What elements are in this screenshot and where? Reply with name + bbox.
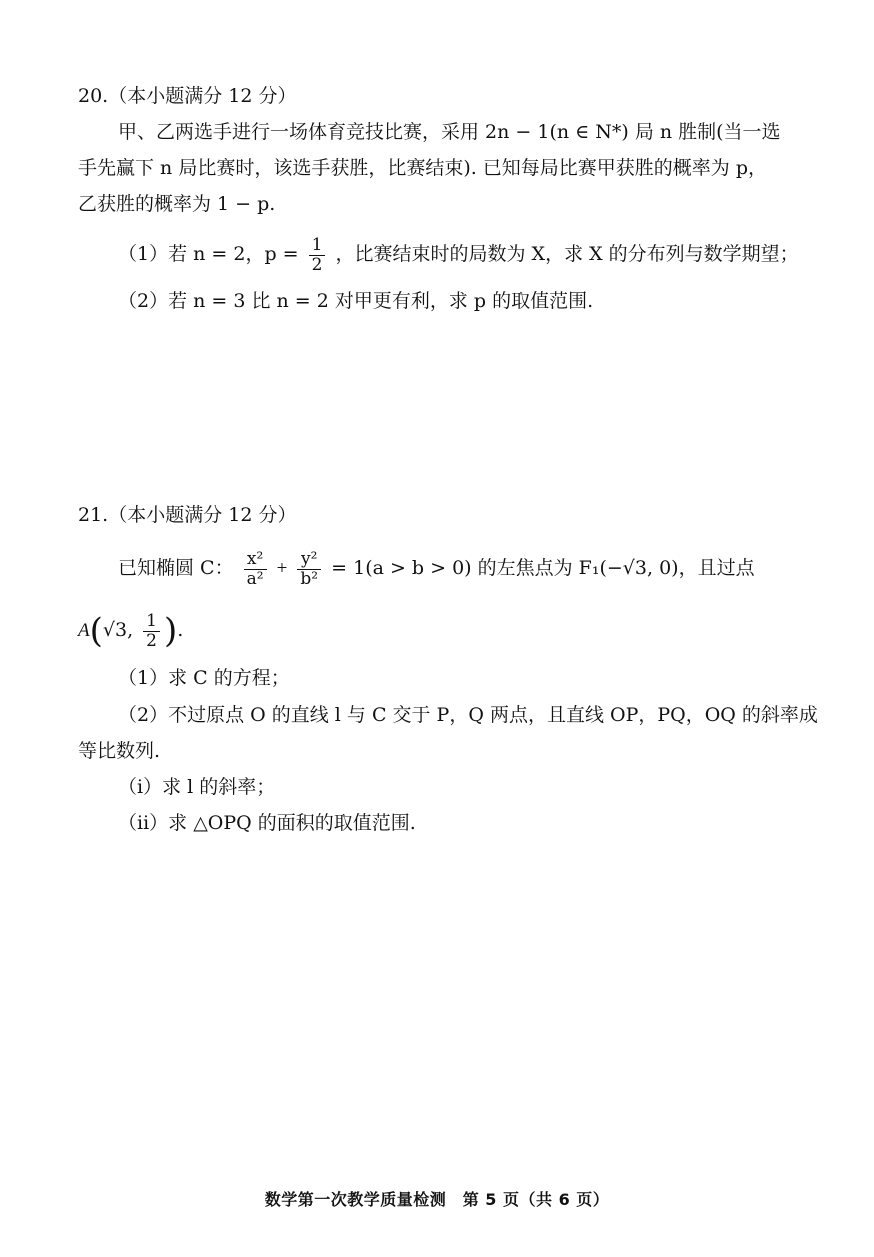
fraction-denominator: 2 (143, 631, 160, 651)
q20-part-1 (118, 236, 799, 274)
fraction-denominator: a² (244, 569, 267, 589)
q20-stem-line-3: 乙获胜的概率为 1 − p. (78, 193, 276, 215)
q20-part1-prefix: （1）若 n = 2，p = (118, 243, 299, 266)
fraction-denominator: 2 (309, 255, 326, 275)
fraction-one-half (143, 612, 160, 650)
plus-sign: + (276, 558, 288, 580)
q20-part-2: （2）若 n = 3 比 n = 2 对甲更有利，求 p 的取值范围. (118, 290, 594, 312)
fraction-numerator: y² (301, 549, 318, 569)
q21-part-2-line-2: 等比数列. (78, 740, 161, 762)
fraction-y2-b2 (297, 550, 321, 588)
point-label: A (78, 620, 90, 642)
q20-stem-line-1: 甲、乙两选手进行一场体育竞技比赛，采用 2n − 1(n ∈ N*) 局 n 胜制(当一选 (118, 121, 781, 143)
q21-point-a (78, 612, 183, 650)
q20-header: 20.（本小题满分 12 分） (78, 85, 297, 107)
fraction-x2-a2 (244, 550, 267, 588)
point-x: √3, (102, 619, 134, 642)
q20-part1-suffix: ，比赛结束时的局数为 X，求 X 的分布列与数学期望； (335, 243, 799, 266)
left-paren: ( (89, 611, 103, 652)
page-footer: 数学第一次教学质量检测 第 5 页（共 6 页） (264, 1190, 610, 1209)
q21-part-2-line-1: （2）不过原点 O 的直线 l 与 C 交于 P，Q 两点，且直线 OP，PQ，OQ 的斜率成 (118, 704, 818, 726)
fraction-numerator: x² (246, 549, 264, 569)
q20-stem-line-2: 手先赢下 n 局比赛时，该选手获胜，比赛结束). 已知每局比赛甲获胜的概率为 p， (78, 157, 768, 179)
q21-stem-line-1 (118, 550, 755, 588)
q21-subpart-i: （ⅰ）求 l 的斜率； (118, 776, 276, 798)
fraction-numerator: 1 (146, 611, 157, 631)
q21-part-1: （1）求 C 的方程； (118, 667, 290, 689)
q21-subpart-ii: （ⅱ）求 △OPQ 的面积的取值范围. (118, 812, 416, 834)
fraction-one-half (309, 236, 326, 274)
q21-stem-prefix: 已知椭圆 C： (118, 557, 234, 580)
fraction-numerator: 1 (311, 235, 323, 255)
right-paren: ) (164, 611, 178, 652)
q21-stem-mid: = 1(a > b > 0) 的左焦点为 F₁(−√3, 0)，且过点 (331, 557, 755, 580)
fraction-denominator: b² (297, 569, 321, 589)
point-period: . (177, 619, 184, 642)
q21-header: 21.（本小题满分 12 分） (78, 504, 297, 526)
